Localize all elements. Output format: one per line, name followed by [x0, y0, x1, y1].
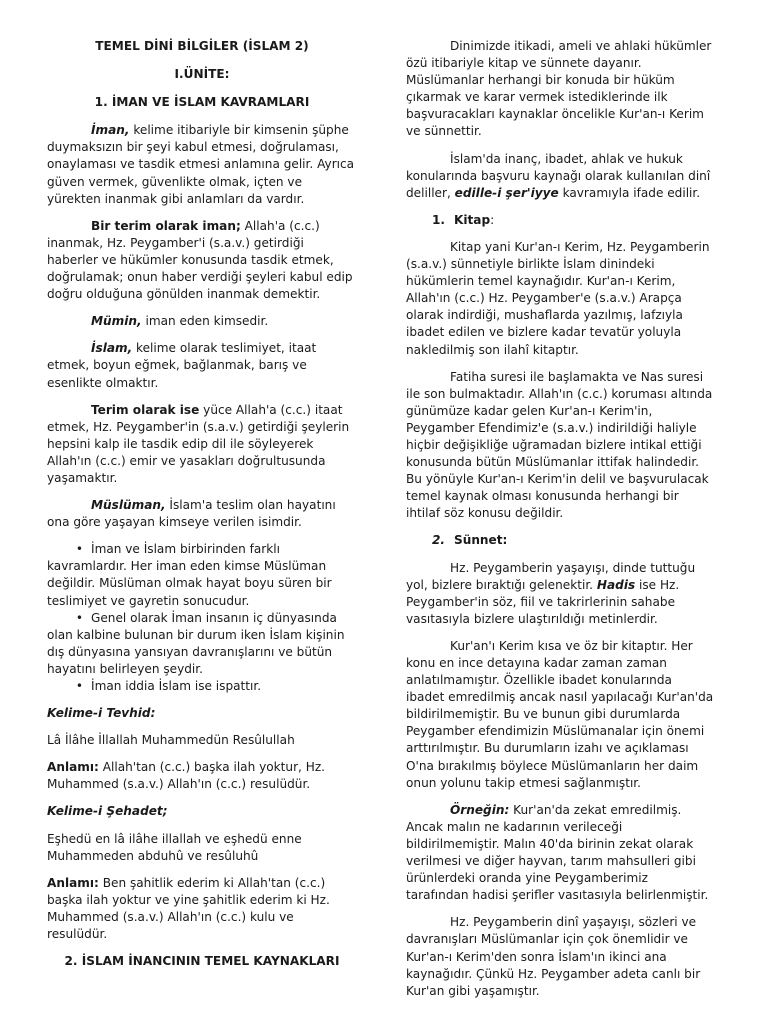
paragraph-text: İslam'a teslim olan hayatını ona göre yaşayan kimseye verilen isimdir. — [47, 498, 336, 530]
section-heading-kaynaklar: 2. İSLAM İNANCININ TEMEL KAYNAKLARI — [64, 954, 340, 969]
kelime-tevhid-text: Lâ İlâhe İllallah Muhammedün Resûlullah — [47, 733, 295, 748]
heading-number: 1. — [432, 212, 446, 227]
bullet-text: Genel olarak İman insanın iç dünyasında olan kalbine bulunan bir durum iken İslam kişinin dış dünyasına yansıyan davranışlarını ve bütün hayatını belirleyen şeydir. — [47, 610, 345, 676]
paragraph-text: kelime olarak teslimiyet, itaat etmek, boyun eğmek, bağlanmak, barış ve esenlikte olmaktır. — [47, 341, 317, 390]
heading-label: Kitap — [454, 212, 491, 227]
term-iman: İman, — [91, 123, 130, 138]
paragraph-musluman — [47, 497, 357, 531]
bullet-text: İman iddia İslam ise ispattır. — [91, 679, 262, 693]
term-mumin: Mümin, — [91, 314, 142, 329]
paragraph-fatiha: Fatiha suresi ile başlamakta ve Nas suresi ile son bulmaktadır. Allah'ın (c.c.) koruması altında günümüze kadar gelen Kur'an-ı Kerim'in, Peygamber Efendimiz'e (s.a.v.) indirildiği haliyle hiçbir değişikliğe uğramadan bizlere intikal ettiği konusunda bütün Müslümanlar ittifak halindedir. Bu yönüyle Kur'an-ı Kerim'in delil ve başvurulacak temel kaynak olması konusunda herhangi bir ihtilaf söz konusu değildir. — [406, 369, 713, 521]
kelime-sehadet-meaning — [47, 875, 357, 943]
paragraph-iman-definition — [47, 122, 357, 207]
paragraph-text: Hz. Peygamberin yaşayışı, dinde tuttuğu yol, bizlere bıraktığı gelenektir. — [406, 560, 696, 592]
paragraph-iman-term — [47, 218, 357, 303]
term-terim-islam: Terim olarak ise — [91, 402, 200, 417]
section-heading-iman-islam: 1. İMAN VE İSLAM KAVRAMLARI — [94, 95, 310, 110]
bullet-icon: • — [75, 679, 83, 693]
paragraph-islam-definition — [47, 340, 357, 391]
bullet-item-1 — [47, 541, 357, 609]
paragraph-text: kavramıyla ifade edilir. — [558, 185, 701, 200]
paragraph-text: Allah'a (c.c.) inanmak, Hz. Peygamber'i (s.a.v.) getirdiği haberler ve hükümler konusunda tasdik etmek, doğrulamak; onun haber verdiği şeyleri kabul edip doğru olduğuna gönülden inanmak demektir. — [47, 218, 353, 302]
bullet-text: İman ve İslam birbirinden farklı kavramlardır. Her iman eden kimse Müslüman değildir. Müslüman olmak hayat boyu süren bir teslimiyet ve gayretin sonucudur. — [47, 542, 332, 608]
right-column — [406, 38, 714, 1010]
paragraph-text: iman eden kimsedir. — [141, 314, 269, 329]
paragraph-text: yüce Allah'a (c.c.) itaat etmek, Hz. Peygamber'in (s.a.v.) getirdiği şeylerin hepsini kalp ile tasdik edip dil ile söyleyerek Allah'ın (c.c.) emir ve yasakları doğrultusunda yaşamaktır. — [47, 402, 350, 485]
term-ornegin: Örneğin: — [450, 802, 510, 817]
paragraph-islam-term — [47, 402, 357, 487]
left-column — [47, 38, 357, 981]
term-hadis: Hadis — [596, 577, 636, 592]
paragraph-edille — [406, 151, 714, 202]
meaning-text: Ben şahitlik ederim ki Allah'tan (c.c.) başka ilah yoktur ve yine şahitlik ederim ki Hz. Muhammed (s.a.v.) Allah'ın (c.c.) kulu ve resulüdür. — [47, 875, 330, 942]
paragraph-text: ise Hz. Peygamber'in söz, fiil ve takrirlerinin sahabe vasıtasıyla bizlere ulaştırıldığı metinlerdir. — [406, 577, 680, 626]
heading-colon: : — [490, 212, 495, 227]
heading-label: Sünnet: — [454, 533, 508, 548]
document-title: TEMEL DİNİ BİLGİLER (İSLAM 2) — [95, 39, 309, 53]
meaning-text: Allah'tan (c.c.) başka ilah yoktur, Hz. Muhammed (s.a.v.) Allah'ın (c.c.) resulüdür. — [47, 760, 326, 792]
bullet-item-2 — [47, 610, 357, 678]
term-musluman: Müslüman, — [91, 498, 166, 513]
heading-number: 2. — [432, 533, 446, 548]
bullet-icon: • — [75, 542, 83, 557]
unit-heading: I.ÜNİTE: — [174, 67, 230, 82]
term-edille: edille-i şer'iyye — [454, 185, 559, 200]
paragraph-kuran-kisa: Kur'an'ı Kerim kısa ve öz bir kitaptır. Her konu en ince detayına kadar zaman zaman anlatılmamıştır. Özellikle ibadet konularında ibadet emredilmiş ancak nasıl yapılacağı Kur'an'da bildirilmemiştir. Bu ve bunun gibi durumlarda Peygamber efendimizin Müslümanalar için önemi arttırılmıştır. Bu durumların izahı ve açıklaması O'na bırakılmış böylece Müslümanların her daim onun yolunu takip etmesi sağlanmıştır. — [406, 638, 714, 790]
kelime-sehadet-heading: Kelime-i Şehadet; — [47, 804, 168, 819]
paragraph-kitap-sunnet-intro: Dinimizde itikadi, ameli ve ahlaki hükümler özü itibariyle kitap ve sünnete dayanır. Müslümanlar herhangi bir konuda bir hüküm çıkarmak ve karar vermek istediklerinde ilk başvuracakları kaynaklar öncelikle Kur'an-ı Kerim ve sünnettir. — [406, 39, 712, 139]
paragraph-text: kelime itibariyle bir kimsenin şüphe duymaksızın bir şeyi kabul etmesi, doğrulaması, onaylaması ve tasdik etmesi anlamına gelir. Ayrıca güven vermek, güvenlikte olmak, içten ve yürekten inanmak gibi anlamları da vardır. — [47, 123, 355, 206]
term-islam: İslam, — [91, 341, 133, 356]
heading-kitap — [432, 212, 714, 229]
paragraph-text: İslam'da inanç, ibadet, ahlak ve hukuk konularında başvuru kaynağı olarak kullanılan dinî deliller, — [406, 151, 711, 200]
heading-sunnet — [432, 532, 714, 549]
term-terim-iman: Bir terim olarak iman; — [91, 218, 241, 233]
paragraph-ornegin — [406, 802, 714, 905]
kelime-sehadet-text: Eşhedü en lâ ilâhe illallah ve eşhedü enne Muhammeden abduhû ve resûluhû — [47, 831, 302, 863]
paragraph-text: Kur'an'da zekat emredilmiş. Ancak malın ne kadarının verileceği bildirilmemiştir. Malın 40'da birinin zekat olarak verilmesi ve diğer hayvan, tarım mahsulleri gibi ürünlerdeki oranda yine Peygamberimiz tarafından hadisi şerifler vasıtasıyla belirlenmiştir. — [406, 802, 709, 903]
kelime-tevhid-meaning — [47, 759, 357, 793]
bullet-icon: • — [75, 610, 83, 625]
kelime-tevhid-heading: Kelime-i Tevhid: — [47, 706, 156, 721]
paragraph-peygamber-yasayisi: Hz. Peygamberin dinî yaşayışı, sözleri ve davranışları Müslümanlar için çok önemlidir ve Kur'an-ı Kerim'den sonra İslam'ın ikinci ana kaynağıdır. Çünkü Hz. Peygamber adeta canlı bir Kur'an gibi yaşamıştır. — [406, 915, 701, 998]
paragraph-mumin — [47, 313, 357, 330]
paragraph-kitap-definition: Kitap yani Kur'an-ı Kerim, Hz. Peygamberin (s.a.v.) sünnetiyle birlikte İslam dinindeki hükümlerin temel kaynağıdır. Kur'an-ı Kerim, Allah'ın (c.c.) Hz. Peygamber'e (s.a.v.) Arapça olarak indirdiği, mushaflarda yazılmış, lafzıyla ibadet edilen ve bizlere kadar tevatür yoluyla nakledilmiş son ilahî kitaptır. — [406, 239, 710, 357]
meaning-label: Anlamı: — [47, 875, 99, 890]
meaning-label: Anlamı: — [47, 760, 99, 775]
bullet-item-3 — [47, 678, 357, 695]
paragraph-sunnet-definition — [406, 560, 714, 628]
